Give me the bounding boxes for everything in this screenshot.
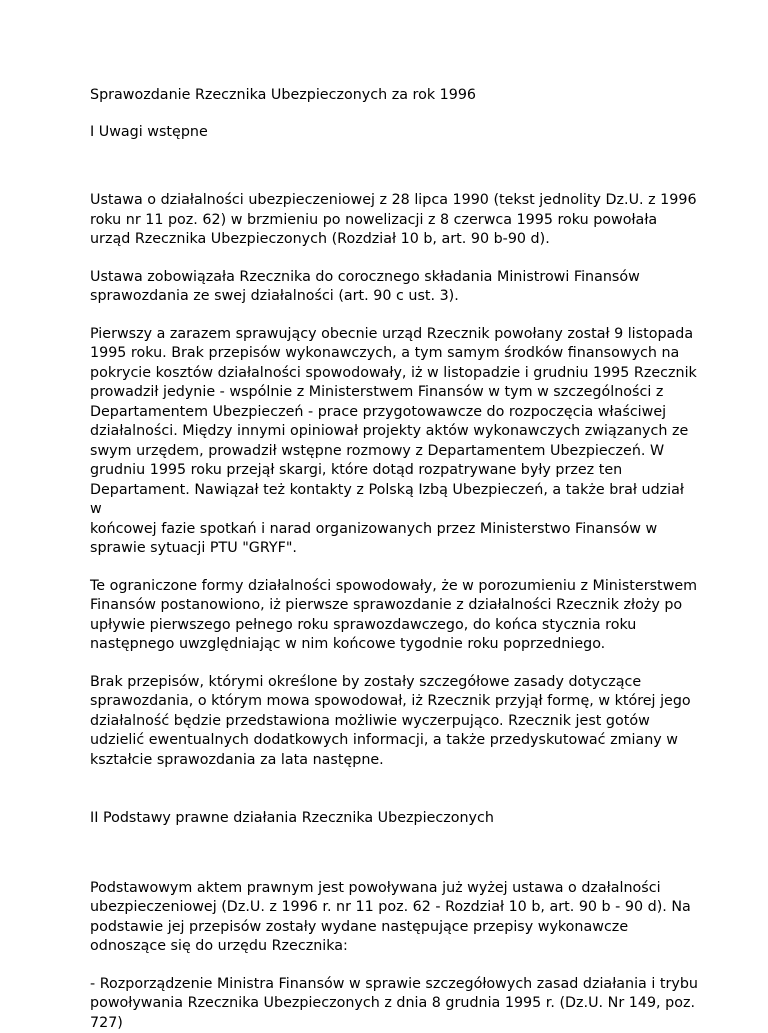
list-item: - Rozporządzenie Ministra Finansów w sprawie szczegółowych zasad działania i trybu powoływania Rzecznika Ubezpieczonych z dnia 8 grudnia 1995 r. (Dz.U. Nr 149, poz. 727) <box>90 975 700 1033</box>
paragraph: Ustawa zobowiązała Rzecznika do corocznego składania Ministrowi Finansów sprawozdania ze swej działalności (art. 90 c ust. 3). <box>90 268 700 307</box>
paragraph: Brak przepisów, którymi określone by zostały szczegółowe zasady dotyczące sprawozdania, o którym mowa spowodował, iż Rzecznik przyjął formę, w której jego działalność będzie przedstawiona możliwie wyczerpująco. Rzecznik jest gotów udzielić ewentualnych dodatkowych informacji, a także przedyskutować zmiany w kształcie sprawozdania za lata następne. <box>90 673 700 771</box>
paragraph: Ustawa o działalności ubezpieczeniowej z 28 lipca 1990 (tekst jednolity Dz.U. z 1996 roku nr 11 poz. 62) w brzmieniu po nowelizacji z 8 czerwca 1995 roku powołała urząd Rzecznika Ubezpieczonych (Rozdział 10 b, art. 90 b-90 d). <box>90 191 700 250</box>
section-heading-introduction: I Uwagi wstępne <box>90 123 700 143</box>
document-page <box>90 86 700 1033</box>
paragraph: Te ograniczone formy działalności spowodowały, że w porozumieniu z Ministerstwem Finansów postanowiono, iż pierwsze sprawozdanie z działalności Rzecznik złoży po upływie pierwszego pełnego roku sprawozdawczego, do końca stycznia roku następnego uwzględniając w nim końcowe tygodnie roku poprzedniego. <box>90 577 700 655</box>
document-title: Sprawozdanie Rzecznika Ubezpieczonych za rok 1996 <box>90 86 700 106</box>
paragraph: Pierwszy a zarazem sprawujący obecnie urząd Rzecznik powołany został 9 listopada 1995 roku. Brak przepisów wykonawczych, a tym samym środków finansowych na pokrycie kosztów działalności spowodowały, iż w listopadzie i grudniu 1995 Rzecznik prowadził jedynie - wspólnie z Ministerstwem Finansów w tym w szczególności z Departamentem Ubezpieczeń - prace przygotowawcze do rozpoczęcia właściwej działalności. Między innymi opiniował projekty aktów wykonawczych związanych ze swym urzędem, prowadził wstępne rozmowy z Departamentem Ubezpieczeń. W grudniu 1995 roku przejął skargi, które dotąd rozpatrywane były przez ten Departament. Nawiązał też kontakty z Polską Izbą Ubezpieczeń, a także brał udział w końcowej fazie spotkań i narad organizowanych przez Ministerstwo Finansów w sprawie sytuacji PTU "GRYF". <box>90 325 700 559</box>
paragraph: Podstawowym aktem prawnym jest powoływana już wyżej ustawa o dzałalności ubezpieczeniowej (Dz.U. z 1996 r. nr 11 poz. 62 - Rozdział 10 b, art. 90 b - 90 d). Na podstawie jej przepisów zostały wydane następujące przepisy wykonawcze odnoszące się do urzędu Rzecznika: <box>90 879 700 957</box>
section-heading-legal-basis: II Podstawy prawne działania Rzecznika Ubezpieczonych <box>90 809 700 829</box>
